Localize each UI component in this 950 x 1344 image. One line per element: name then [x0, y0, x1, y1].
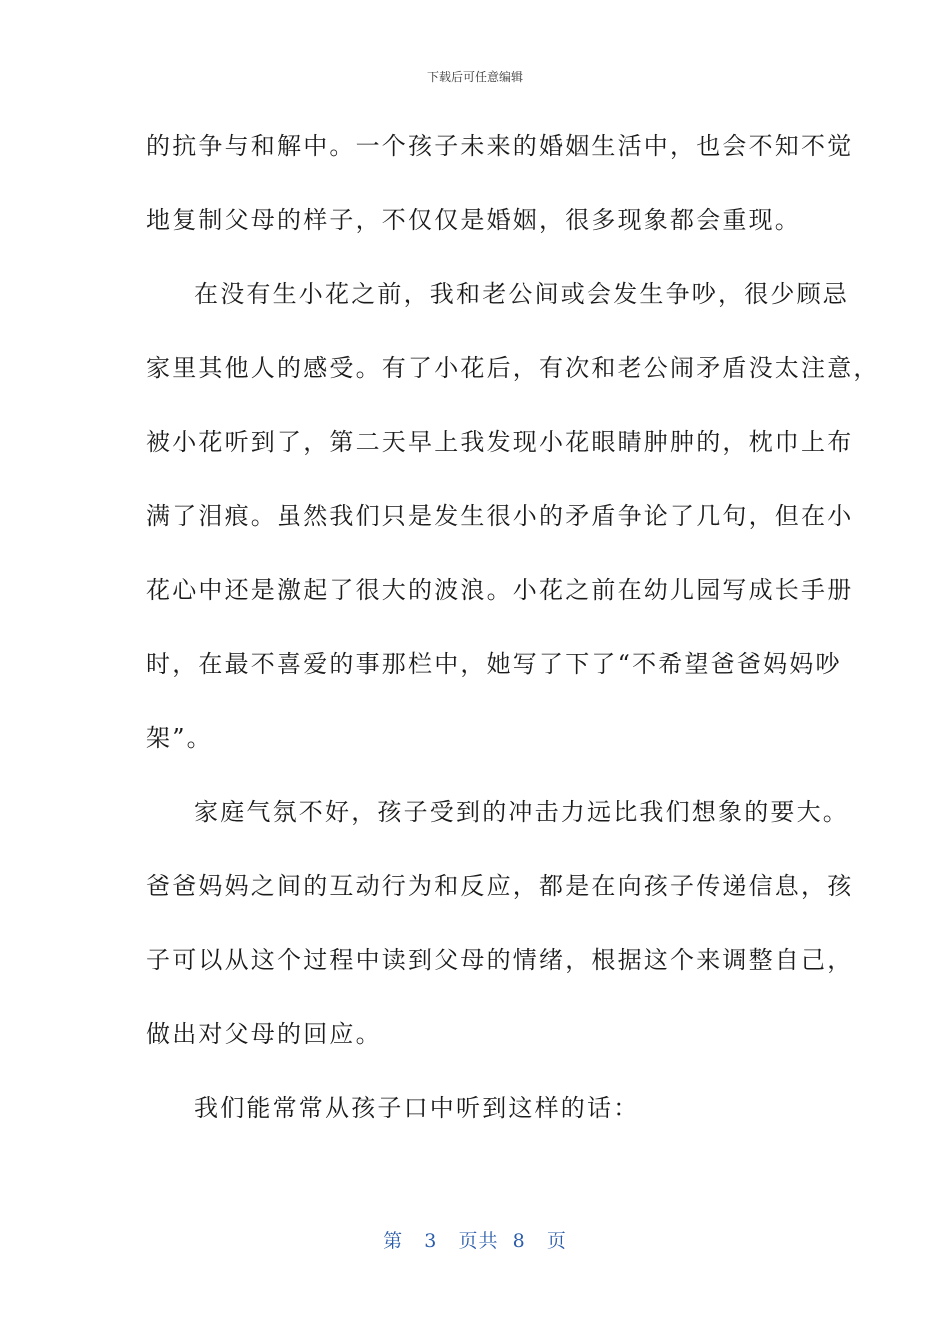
- text-line: 花心中还是激起了很大的波浪。小花之前在幼儿园写成长手册: [146, 576, 854, 604]
- page-prefix: 第: [383, 1230, 404, 1252]
- text-line: 被小花听到了，第二天早上我发现小花眼睛肿肿的，枕巾上布: [146, 428, 854, 456]
- text-line: 满了泪痕。虽然我们只是发生很小的矛盾争论了几句，但在小: [146, 502, 854, 530]
- paragraph-start-line: 我们能常常从孩子口中听到这样的话：: [194, 1094, 640, 1122]
- text-line: 的抗争与和解中。一个孩子未来的婚姻生活中，也会不知不觉: [146, 132, 854, 160]
- page-header-note: 下载后可任意编辑: [426, 70, 523, 84]
- page-suffix: 页: [546, 1230, 567, 1252]
- text-line: 地复制父母的样子，不仅仅是婚姻，很多现象都会重现。: [146, 206, 801, 234]
- text-line: 子可以从这个过程中读到父母的情绪，根据这个来调整自己，: [146, 946, 854, 974]
- text-line: 爸爸妈妈之间的互动行为和反应，都是在向孩子传递信息，孩: [146, 872, 854, 900]
- text-line: 时，在最不喜爱的事那栏中，她写了下了“不希望爸爸妈妈吵: [146, 650, 842, 678]
- text-line: 做出对父母的回应。: [146, 1020, 382, 1048]
- total-pages-number: 8: [512, 1230, 526, 1252]
- text-line: 架”。: [146, 724, 213, 752]
- paragraph-start-line: 家庭气氛不好，孩子受到的冲击力远比我们想象的要大。: [194, 798, 849, 826]
- page-number-footer: [0, 1226, 950, 1253]
- page-mid: 页共: [458, 1230, 499, 1252]
- text-line: 家里其他人的感受。有了小花后，有次和老公闹矛盾没太注意，: [146, 354, 880, 382]
- paragraph-start-line: 在没有生小花之前，我和老公间或会发生争吵，很少顾忌: [194, 280, 849, 308]
- current-page-number: 3: [424, 1230, 438, 1252]
